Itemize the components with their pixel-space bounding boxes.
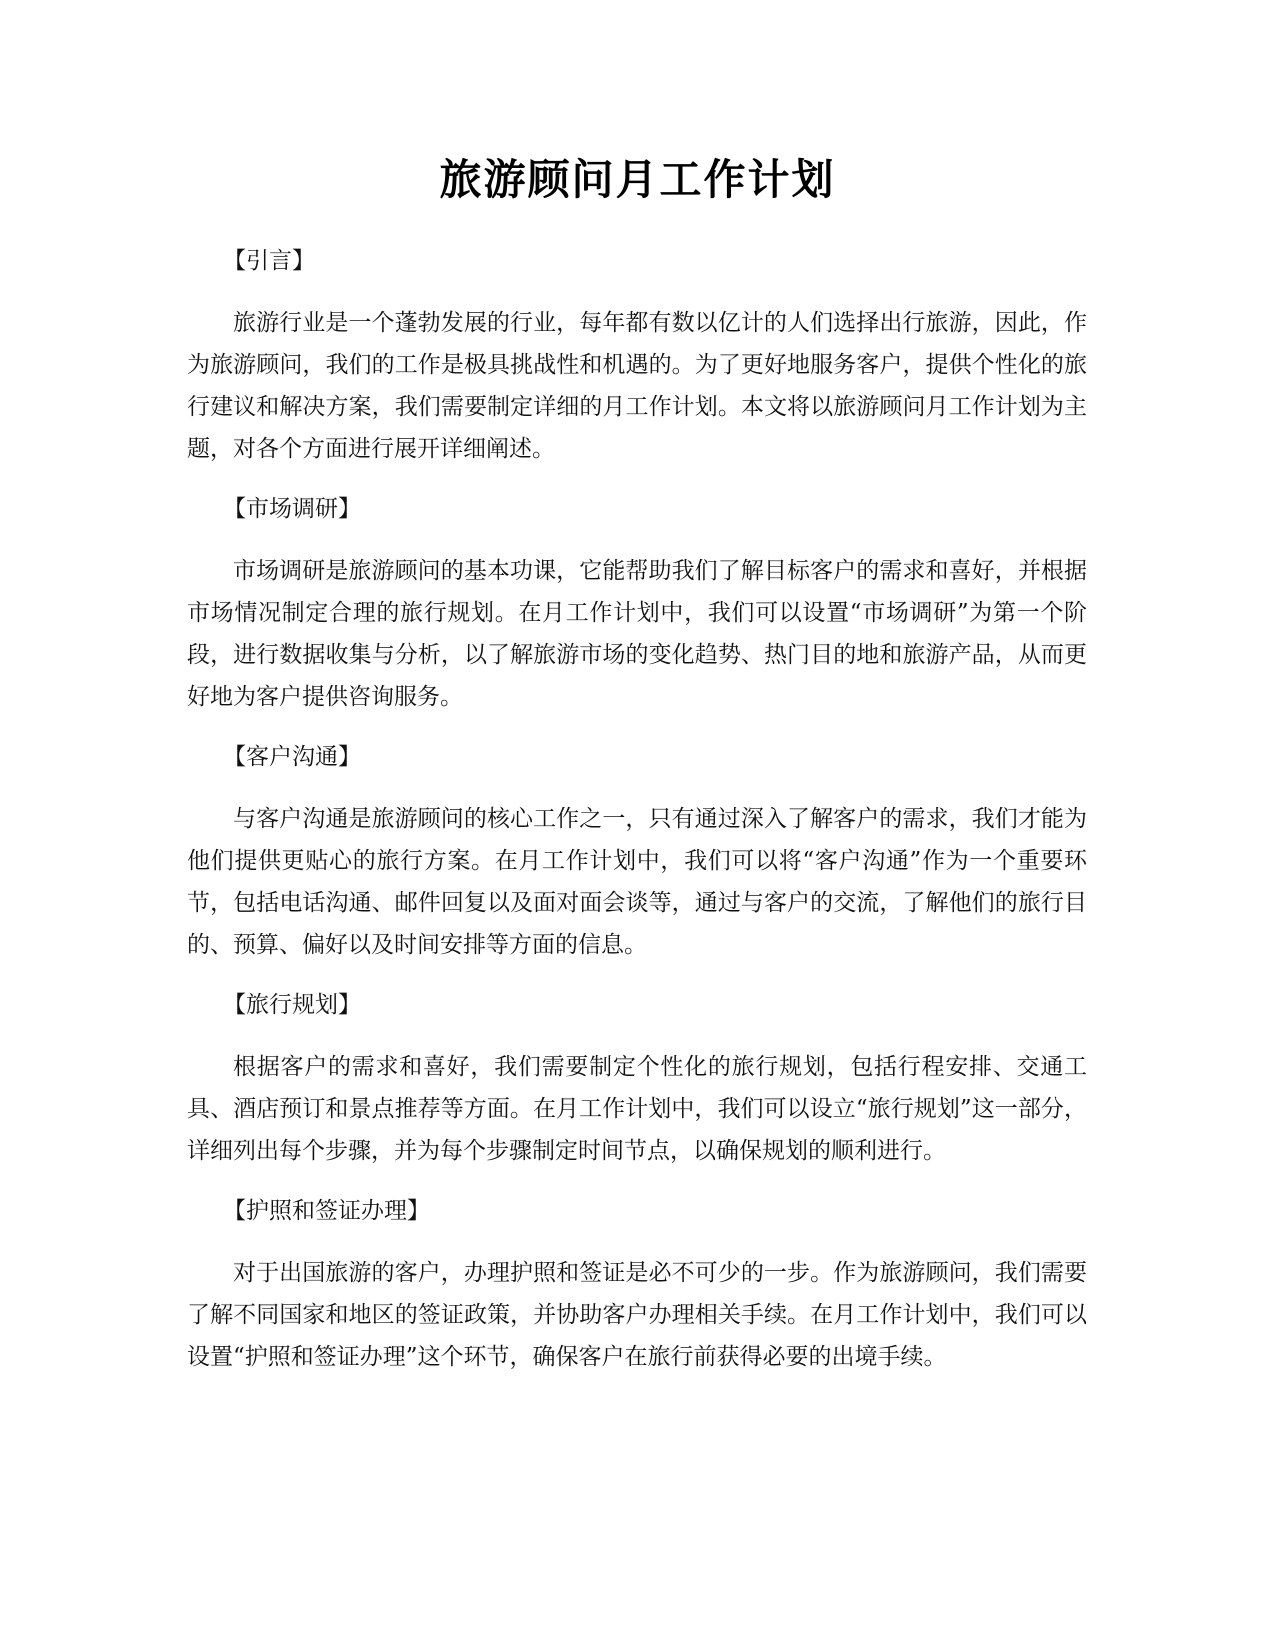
section-paragraph: 市场调研是旅游顾问的基本功课，它能帮助我们了解目标客户的需求和喜好，并根据市场情况制定合理的旅行规划。在月工作计划中，我们可以设置“市场调研”为第一个阶段，进行数据收集与分析，以了解旅游市场的变化趋势、热门目的地和旅游产品，从而更好地为客户提供咨询服务。: [187, 558, 1087, 710]
section-paragraph: 对于出国旅游的客户，办理护照和签证是必不可少的一步。作为旅游顾问，我们需要了解不同国家和地区的签证政策，并协助客户办理相关手续。在月工作计划中，我们可以设置“护照和签证办理”这个环节，确保客户在旅行前获得必要的出境手续。: [187, 1260, 1087, 1370]
section-passport-visa: [187, 1190, 1087, 1378]
section-heading: 【市场调研】: [223, 496, 361, 522]
section-heading: 【旅行规划】: [223, 992, 361, 1018]
section-heading: 【护照和签证办理】: [223, 1198, 430, 1224]
document-title: 旅游顾问月工作计划: [439, 155, 836, 204]
section-heading: 【引言】: [223, 248, 315, 274]
section-paragraph: 根据客户的需求和喜好，我们需要制定个性化的旅行规划，包括行程安排、交通工具、酒店预订和景点推荐等方面。在月工作计划中，我们可以设立“旅行规划”这一部分，详细列出每个步骤，并为每个步骤制定时间节点，以确保规划的顺利进行。: [187, 1054, 1087, 1164]
section-introduction: [187, 240, 1087, 488]
section-market-research: [187, 488, 1087, 736]
section-travel-planning: [187, 984, 1087, 1190]
section-customer-communication: [187, 736, 1087, 984]
section-paragraph: 旅游行业是一个蓬勃发展的行业，每年都有数以亿计的人们选择出行旅游，因此，作为旅游顾问，我们的工作是极具挑战性和机遇的。为了更好地服务客户，提供个性化的旅行建议和解决方案，我们需要制定详细的月工作计划。本文将以旅游顾问月工作计划为主题，对各个方面进行展开详细阐述。: [187, 310, 1087, 462]
section-paragraph: 与客户沟通是旅游顾问的核心工作之一，只有通过深入了解客户的需求，我们才能为他们提供更贴心的旅行方案。在月工作计划中，我们可以将“客户沟通”作为一个重要环节，包括电话沟通、邮件回复以及面对面会谈等，通过与客户的交流，了解他们的旅行目的、预算、偏好以及时间安排等方面的信息。: [187, 806, 1087, 958]
section-heading: 【客户沟通】: [223, 744, 361, 770]
document-body: [187, 240, 1087, 1378]
